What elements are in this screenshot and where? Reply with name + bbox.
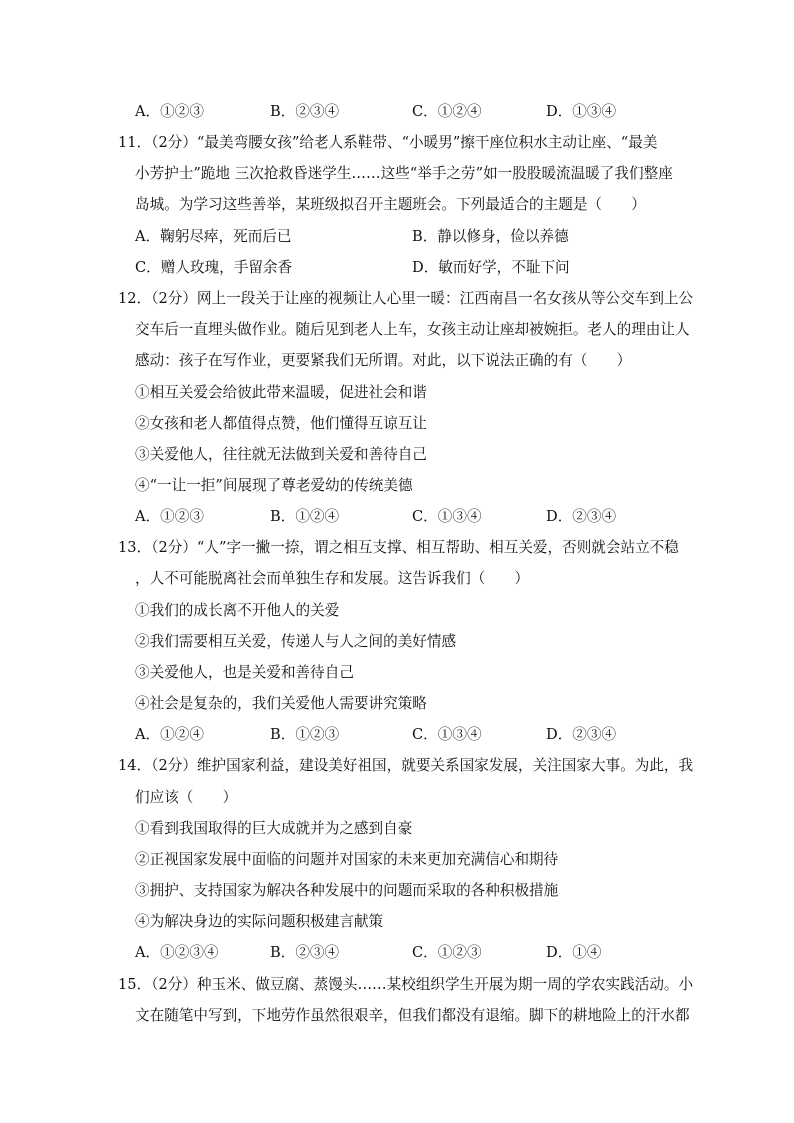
q12-item-3: ③关爱他人，往往就无法做到关爱和善待自己 (135, 446, 427, 463)
q13-item-2: ②我们需要相互关爱，传递人与人之间的美好情感 (135, 633, 457, 650)
option-a[interactable]: A．①②④ (135, 726, 204, 743)
option-d[interactable]: D．①④ (546, 944, 602, 961)
option-a[interactable]: A．①②③④ (135, 944, 219, 961)
q13-options (0, 723, 794, 747)
q14-item-1: ①看到我国取得的巨大成就并为之感到自豪 (135, 820, 413, 837)
option-d[interactable]: D．敏而好学，不耻下问 (412, 259, 570, 276)
q12-options (0, 505, 794, 529)
option-c[interactable]: C．①②④ (412, 103, 482, 120)
option-b[interactable]: B．①②④ (270, 508, 340, 525)
q15-line-1: 15．（2分）种玉米、做豆腐、蒸馒头……某校组织学生开展为期一周的学农实践活动。小 (118, 976, 694, 993)
q14-line-2: 们应该（ ） (135, 789, 238, 806)
option-a[interactable]: A．鞠躬尽瘁，死而后已 (135, 228, 292, 245)
q12-line-3: 感动：孩子在写作业，更要紧我们无所谓。对此，以下说法正确的有（ ） (135, 352, 632, 369)
option-a[interactable]: A．①②③ (135, 103, 204, 120)
q14-item-2: ②正视国家发展中面临的问题并对国家的未来更加充满信心和期待 (135, 851, 559, 868)
q10-options (0, 100, 794, 124)
q12-item-2: ②女孩和老人都值得点赞，他们懂得互谅互让 (135, 415, 427, 432)
q13-line-1: 13．（2分）“人”字一撇一捺，谓之相互支撑、相互帮助、相互关爱，否则就会站立不稳 (118, 539, 679, 556)
q11-line-1: 11．（2分）“最美弯腰女孩”给老人系鞋带、“小暖男”擦干座位积水主动让座、“最美 (118, 134, 658, 151)
q14-item-4: ④为解决身边的实际问题积极建言献策 (135, 913, 384, 930)
q12-line-2: 交车后一直埋头做作业。随后见到老人上车，女孩主动让座却被婉拒。老人的理由让人 (135, 321, 690, 338)
option-c[interactable]: C．①②③ (412, 944, 482, 961)
q14-item-3: ③拥护、支持国家为解决各种发展中的问题而采取的各种积极措施 (135, 882, 559, 899)
option-c[interactable]: C．①③④ (412, 508, 482, 525)
q11-options-row-1 (0, 225, 794, 249)
option-d[interactable]: D．①③④ (546, 103, 617, 120)
q13-item-3: ③关爱他人，也是关爱和善待自己 (135, 664, 354, 681)
q11-line-3: 岛城。为学习这些善举，某班级拟召开主题班会。下列最适合的主题是（ ） (135, 196, 646, 213)
option-b[interactable]: B．静以修身，俭以养德 (412, 228, 569, 245)
option-c[interactable]: C．①③④ (412, 726, 482, 743)
q12-item-1: ①相互关爱会给彼此带来温暖，促进社会和谐 (135, 384, 427, 401)
option-c[interactable]: C．赠人玫瑰，手留余香 (135, 259, 293, 276)
option-b[interactable]: B．②③④ (270, 944, 340, 961)
option-d[interactable]: D．②③④ (546, 726, 617, 743)
q13-item-1: ①我们的成长离不开他人的关爱 (135, 602, 340, 619)
q12-item-4: ④“一让一拒”间展现了尊老爱幼的传统美德 (135, 477, 413, 494)
q14-options (0, 941, 794, 965)
q13-line-2: ，人不可能脱离社会而单独生存和发展。这告诉我们（ ） (135, 570, 530, 587)
option-b[interactable]: B．①②③ (270, 726, 340, 743)
q13-item-4: ④社会是复杂的，我们关爱他人需要讲究策略 (135, 695, 427, 712)
q14-line-1: 14．（2分）维护国家利益，建设美好祖国，就要关系国家发展，关注国家大事。为此，我 (118, 757, 694, 774)
option-d[interactable]: D．②③④ (546, 508, 617, 525)
q11-options-row-2 (0, 256, 794, 280)
q12-line-1: 12．（2分）网上一段关于让座的视频让人心里一暖：江西南昌一名女孩从等公交车到上公 (118, 290, 694, 307)
option-b[interactable]: B．②③④ (270, 103, 340, 120)
q15-line-2: 文在随笔中写到，下地劳作虽然很艰辛，但我们都没有退缩。脚下的耕地险上的汗水都 (135, 1007, 690, 1024)
option-a[interactable]: A．①②③ (135, 508, 204, 525)
q11-line-2: 小芳护士”跪地 三次抢救昏迷学生……这些“举手之劳”如一股股暖流温暖了我们整座 (135, 165, 673, 182)
